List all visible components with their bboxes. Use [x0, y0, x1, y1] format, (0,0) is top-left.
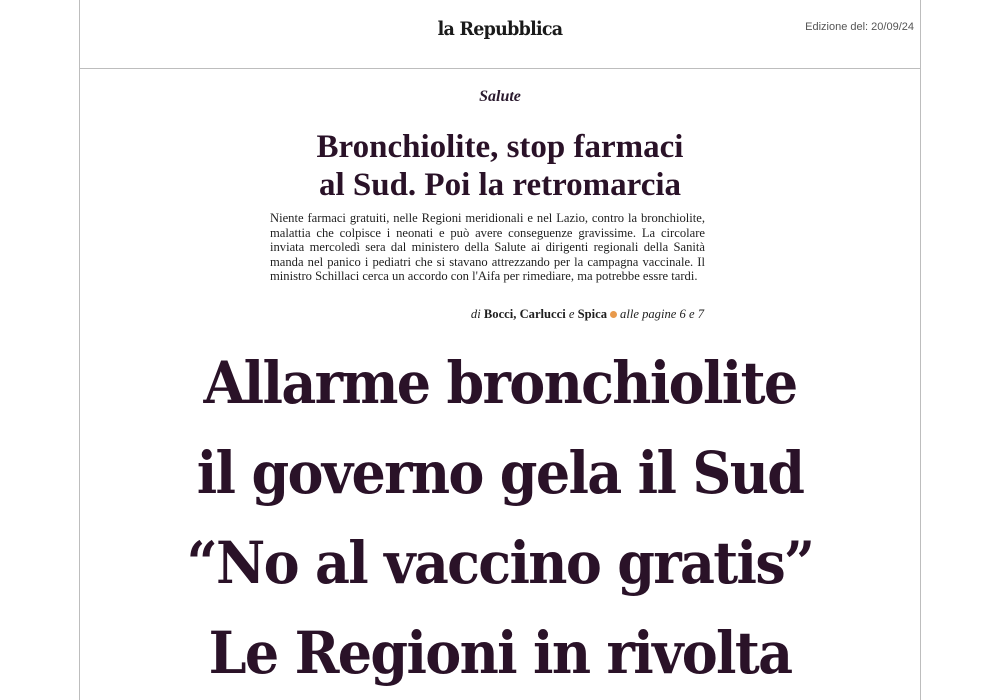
edition-date: Edizione del: 20/09/24 — [805, 21, 914, 33]
article-byline — [471, 307, 704, 322]
main-headline — [80, 338, 920, 698]
headline-line: il governo gela il Sud — [196, 439, 804, 507]
byline-author: Spica — [577, 307, 608, 321]
subhead-line: Bronchiolite, stop farmaci — [316, 129, 684, 165]
bullet-dot-icon — [610, 311, 617, 318]
page-frame — [79, 0, 921, 700]
byline-author: Bocci, — [483, 307, 517, 321]
article-subhead — [80, 128, 920, 204]
byline-author: Carlucci — [519, 307, 566, 321]
page-header — [80, 0, 920, 69]
headline-line: Le Regioni in rivolta — [208, 619, 792, 687]
byline-prefix: di — [470, 307, 481, 321]
page-reference: alle pagine 6 e 7 — [620, 307, 704, 321]
byline-conjunction: e — [568, 307, 575, 321]
section-kicker: Salute — [479, 88, 521, 105]
subhead-line: al Sud. Poi la retromarcia — [318, 167, 682, 203]
article-body: Niente farmaci gratuiti, nelle Regioni meridionali e nel Lazio, contro la bronchiolite, malattia che colpisce i neonati e può avere conseguenze gravissime. La circolare inviata mercoledì sera dal ministero della Salute ai dirigenti regionali della Sanità manda nel panico i pediatri che si stavano attrezzando per la campagna vaccinale. Il ministro Schillaci cerca un accordo con l'Aifa per rimediare, ma potrebbe essre tardi. — [270, 211, 705, 284]
masthead-logo: la Repubblica — [437, 18, 563, 40]
headline-line: “No al vaccino gratis” — [186, 529, 814, 597]
headline-line: Allarme bronchiolite — [203, 349, 797, 417]
